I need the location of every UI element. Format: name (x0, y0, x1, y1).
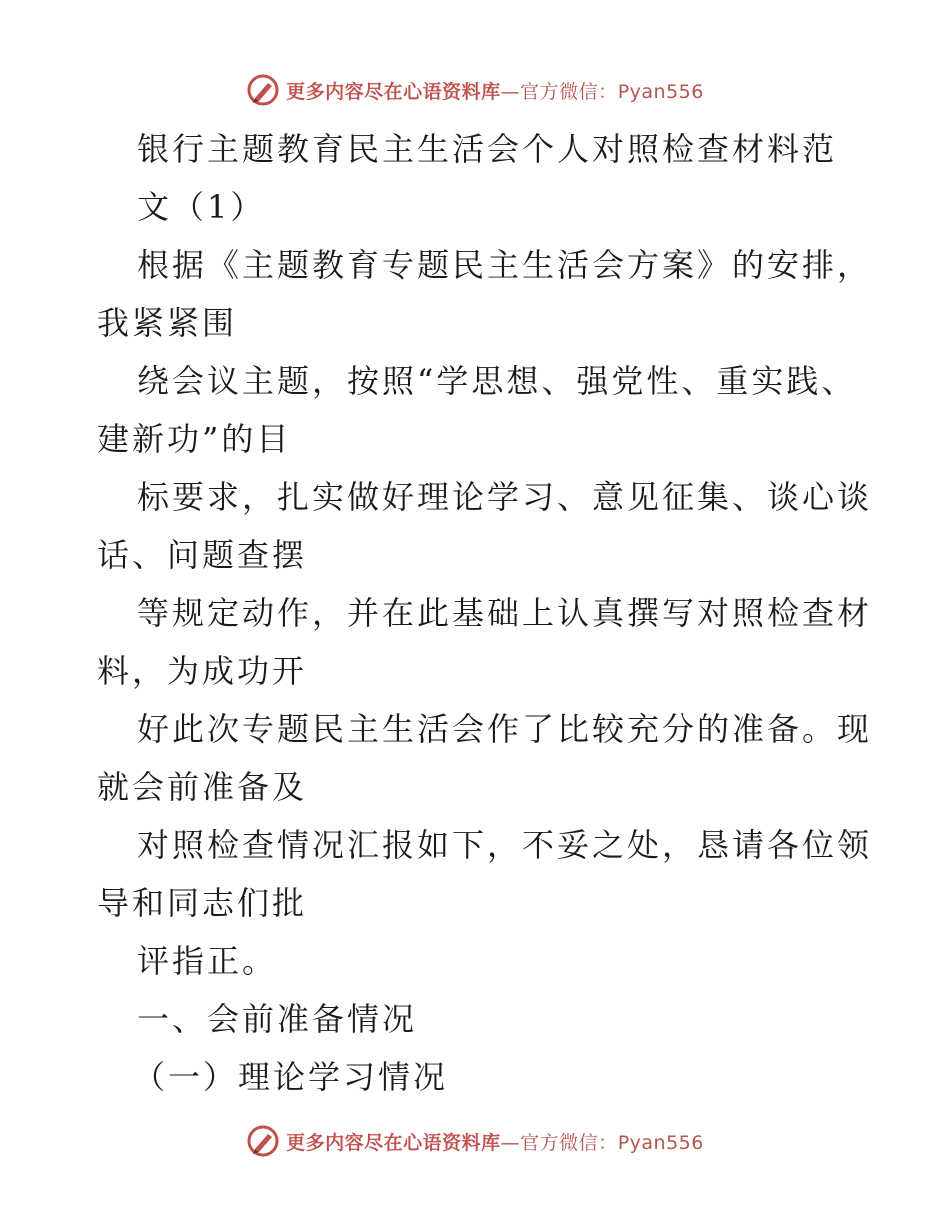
header-watermark (0, 70, 950, 110)
paragraph-line: 等规定动作，并在此基础上认真撰写对照检查材 (137, 594, 873, 632)
watermark-brand: 更多内容尽在心语资料库 (286, 80, 501, 103)
watermark-text (286, 1128, 704, 1155)
watermark-dash: — (500, 1131, 521, 1154)
section-heading: 一、会前准备情况 (137, 1000, 418, 1038)
paragraph-line: 评指正。 (137, 942, 278, 980)
pen-logo-icon (246, 73, 280, 107)
watermark-dash: — (500, 80, 521, 103)
paragraph-line: 对照检查情况汇报如下，不妥之处，恳请各位领 (137, 826, 873, 864)
watermark-account: Pyan556 (617, 1131, 704, 1154)
paragraph-line: 就会前准备及 (97, 768, 308, 806)
paragraph-line: 根据《主题教育专题民主生活会方案》的安排， (137, 246, 873, 284)
paragraph-line: 我紧紧围 (97, 304, 238, 342)
subsection-heading: （一）理论学习情况 (133, 1058, 449, 1096)
paragraph-line: 绕会议主题，按照“学思想、强党性、重实践、 (137, 362, 857, 400)
watermark-text (286, 77, 704, 104)
document-body (97, 120, 873, 1106)
pen-logo-icon (246, 1124, 280, 1158)
watermark-official: 官方微信： (520, 80, 618, 103)
watermark-brand: 更多内容尽在心语资料库 (286, 1131, 501, 1154)
watermark-account: Pyan556 (617, 80, 704, 103)
paragraph-line: 标要求，扎实做好理论学习、意见征集、谈心谈 (137, 478, 873, 516)
paragraph-line: 料，为成功开 (97, 652, 308, 690)
watermark-official: 官方微信： (520, 1131, 618, 1154)
document-title-line-1: 银行主题教育民主生活会个人对照检查材料范 (137, 130, 838, 168)
footer-watermark (0, 1121, 950, 1161)
paragraph-line: 导和同志们批 (97, 884, 308, 922)
paragraph-line: 好此次专题民主生活会作了比较充分的准备。现 (137, 710, 873, 748)
document-title-line-2: 文（1） (137, 188, 266, 226)
paragraph-line: 建新功”的目 (97, 420, 292, 458)
paragraph-line: 话、问题查摆 (97, 536, 308, 574)
